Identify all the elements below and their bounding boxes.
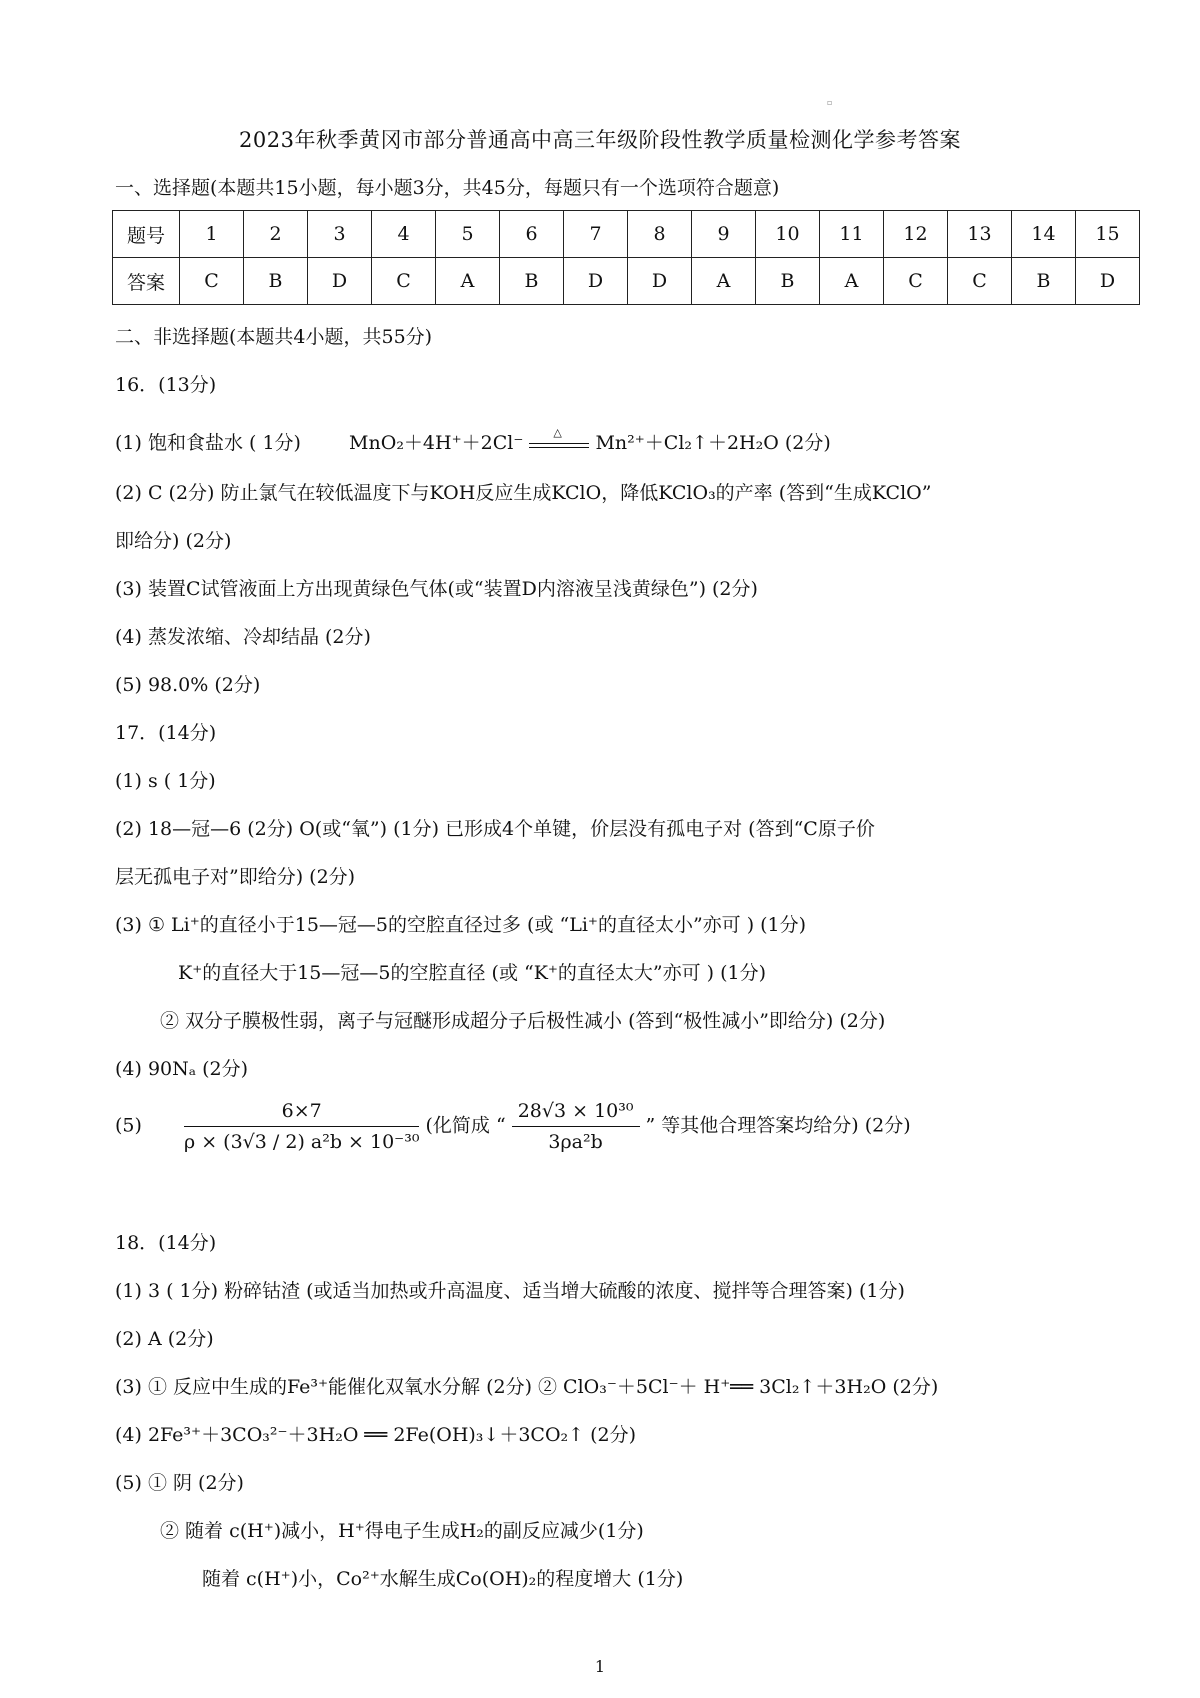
- q17-part5-note-start: (化简成 “: [425, 1114, 506, 1137]
- page-number: 1: [594, 1657, 606, 1676]
- answer-cell: D: [1076, 258, 1140, 305]
- q17-part2-line2: 层无孤电子对”即给分) (2分): [115, 866, 356, 888]
- q16-equation-left: MnO₂＋4H⁺＋2Cl⁻: [349, 432, 524, 454]
- q17-part1: (1) s ( 1分): [115, 770, 216, 792]
- answer-cell: D: [308, 258, 372, 305]
- answer-cell: A: [820, 258, 884, 305]
- answer-cell: C: [884, 258, 948, 305]
- q17-part5-note-end: ” 等其他合理答案均给分) (2分): [645, 1114, 911, 1137]
- scan-mark: ▫: [827, 98, 833, 107]
- question-number-cell: 15: [1076, 211, 1140, 258]
- question-number-cell: 7: [564, 211, 628, 258]
- q16-part2-line2: 即给分) (2分): [115, 530, 232, 552]
- fraction-denominator: ρ × (3√3 / 2) a²b × 10⁻³⁰: [184, 1131, 420, 1153]
- q17-part3-line1: (3) ① Li⁺的直径小于15—冠—5的空腔直径过多 (或 “Li⁺的直径太小”亦可 ) (1分): [115, 914, 807, 936]
- q16-part2-line1: (2) C (2分) 防止氯气在较低温度下与KOH反应生成KClO，降低KClO₃的产率 (答到“生成KClO”: [115, 482, 932, 504]
- q17-part2-line1: (2) 18—冠—6 (2分) O(或“氧”) (1分) 已形成4个单键，价层没有孤电子对 (答到“C原子价: [115, 818, 875, 840]
- question-number-cell: 5: [436, 211, 500, 258]
- q17-part5-label: (5): [115, 1114, 142, 1137]
- answer-cell: B: [500, 258, 564, 305]
- question-number-cell: 3: [308, 211, 372, 258]
- answer-cell: A: [692, 258, 756, 305]
- question-number-cell: 13: [948, 211, 1012, 258]
- question-number-cell: 4: [372, 211, 436, 258]
- question-number-cell: 12: [884, 211, 948, 258]
- q18-part5-line1: (5) ① 阴 (2分): [115, 1472, 244, 1494]
- q18-part1: (1) 3 ( 1分) 粉碎钴渣 (或适当加热或升高温度、适当增大硫酸的浓度、搅拌等合理答案) (1分): [115, 1280, 905, 1302]
- q18-part4: (4) 2Fe³⁺＋3CO₃²⁻＋3H₂O ══ 2Fe(OH)₃↓＋3CO₂↑ (2分): [115, 1424, 637, 1446]
- fraction-numerator: 6×7: [184, 1100, 419, 1127]
- answer-cell: D: [628, 258, 692, 305]
- q18-part2: (2) A (2分): [115, 1328, 214, 1350]
- q17-part3-line3: ② 双分子膜极性弱，离子与冠醚形成超分子后极性减小 (答到“极性减小”即给分) (2分): [160, 1010, 886, 1032]
- q16-equation-right: Mn²⁺＋Cl₂↑＋2H₂O (2分): [595, 432, 831, 454]
- table-row-numbers: [113, 211, 1140, 258]
- answer-table: [112, 210, 1140, 305]
- delta-symbol: △: [553, 426, 562, 439]
- q16-part4: (4) 蒸发浓缩、冷却结晶 (2分): [115, 626, 371, 648]
- question-number-cell: 8: [628, 211, 692, 258]
- table-header-cell: 答案: [113, 258, 180, 305]
- q17-part4: (4) 90Nₐ (2分): [115, 1058, 249, 1080]
- q17-part5: [115, 1100, 911, 1153]
- section-1-heading: 一、选择题(本题共15小题，每小题3分，共45分，每题只有一个选项符合题意): [115, 177, 780, 199]
- answer-cell: B: [244, 258, 308, 305]
- answer-cell: C: [180, 258, 244, 305]
- q16-part3: (3) 装置C试管液面上方出现黄绿色气体(或“装置D内溶液呈浅黄绿色”) (2分): [115, 578, 758, 600]
- q17-heading: 17．(14分): [115, 722, 217, 744]
- q16-part1-text: (1) 饱和食盐水 ( 1分): [115, 432, 301, 454]
- q16-part1: [115, 428, 831, 455]
- answer-cell: B: [756, 258, 820, 305]
- answer-cell: B: [1012, 258, 1076, 305]
- q18-part3: (3) ① 反应中生成的Fe³⁺能催化双氧水分解 (2分) ② ClO₃⁻＋5Cl⁻＋ H⁺══ 3Cl₂↑＋3H₂O (2分): [115, 1376, 939, 1398]
- q16-part5: (5) 98.0% (2分): [115, 674, 261, 696]
- q16-heading: 16．(13分): [115, 374, 217, 396]
- question-number-cell: 11: [820, 211, 884, 258]
- question-number-cell: 2: [244, 211, 308, 258]
- answer-cell: D: [564, 258, 628, 305]
- question-number-cell: 14: [1012, 211, 1076, 258]
- question-number-cell: 1: [180, 211, 244, 258]
- q18-part5-line2: ② 随着 c(H⁺)减小，H⁺得电子生成H₂的副反应减少(1分): [160, 1520, 644, 1542]
- heating-equals-sign: [529, 426, 589, 454]
- question-number-cell: 6: [500, 211, 564, 258]
- answer-cell: A: [436, 258, 500, 305]
- answer-cell: C: [948, 258, 1012, 305]
- q18-part5-line3: 随着 c(H⁺)小，Co²⁺水解生成Co(OH)₂的程度增大 (1分): [202, 1568, 684, 1590]
- question-number-cell: 9: [692, 211, 756, 258]
- fraction-numerator: 28√3 × 10³⁰: [512, 1100, 640, 1127]
- answer-cell: C: [372, 258, 436, 305]
- q18-heading: 18．(14分): [115, 1232, 217, 1254]
- table-header-cell: 题号: [113, 211, 180, 258]
- fraction-denominator: 3ρa²b: [548, 1131, 603, 1153]
- q17-part3-line2: K⁺的直径大于15—冠—5的空腔直径 (或 “K⁺的直径太大”亦可 ) (1分): [178, 962, 767, 984]
- table-row-answers: [113, 258, 1140, 305]
- density-fraction: [184, 1100, 419, 1153]
- section-2-heading: 二、非选择题(本题共4小题，共55分): [115, 326, 433, 348]
- simplified-fraction: [512, 1100, 640, 1153]
- page-title: 2023年秋季黄冈市部分普通高中高三年级阶段性教学质量检测化学参考答案: [239, 128, 961, 152]
- question-number-cell: 10: [756, 211, 820, 258]
